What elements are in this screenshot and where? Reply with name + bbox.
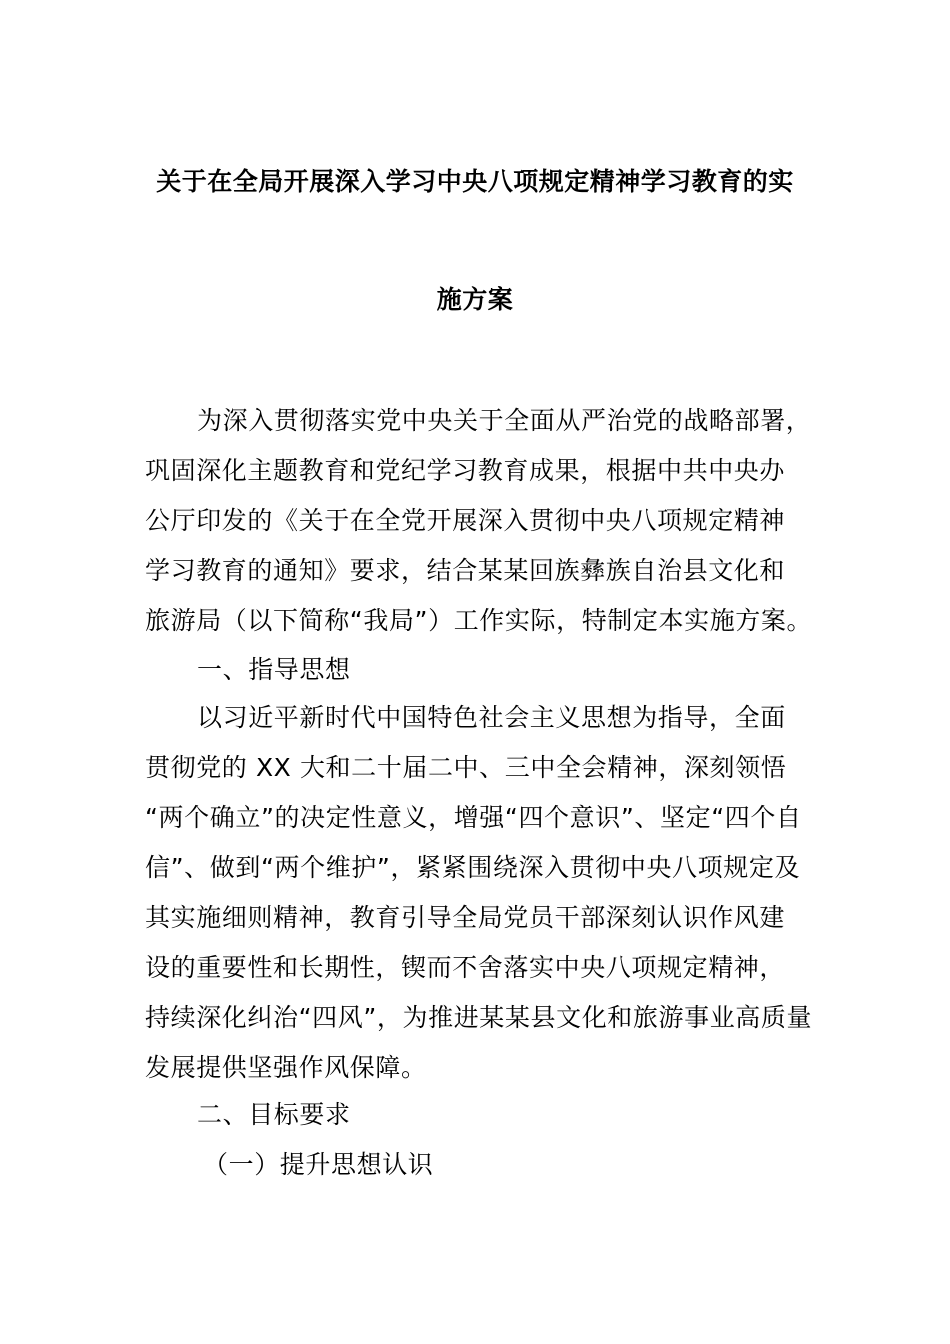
subsection-heading-improve-awareness: [145, 1140, 810, 1190]
paragraph-line: 旅游局（以下简称“我局”）工作实际，特制定本实施方案。: [145, 606, 813, 635]
paragraph-line: 其实施细则精神，教育引导全局党员干部深刻认识作风建: [145, 903, 786, 932]
paragraph-line: 巩固深化主题教育和党纪学习教育成果，根据中共中央办: [145, 456, 786, 485]
section-heading-text: 一、指导思想: [197, 655, 351, 684]
paragraph-line: 为深入贯彻落实党中央关于全面从严治党的战略部署，: [197, 406, 812, 435]
subsection-heading-text: （一）提升思想认识: [203, 1150, 434, 1179]
paragraph-line: 信”、做到“两个维护”，紧紧围绕深入贯彻中央八项规定及: [145, 853, 801, 882]
paragraph-line: 持续深化纠治“四风”，为推进某某县文化和旅游事业高质量: [145, 1003, 813, 1032]
paragraph-line: 学习教育的通知》要求，结合某某回族彝族自治县文化和: [145, 556, 786, 585]
paragraph-line: 以习近平新时代中国特色社会主义思想为指导，全面: [197, 703, 786, 732]
section-heading-objectives: [145, 1090, 810, 1140]
paragraph-line: 发展提供坚强作风保障。: [145, 1053, 427, 1082]
paragraph-line: 公厅印发的《关于在全党开展深入贯彻中央八项规定精神: [145, 506, 786, 535]
paragraph-line: 贯彻党的 XX 大和二十届二中、三中全会精神，深刻领悟: [145, 753, 787, 782]
document-title-line-2: 施方案: [436, 285, 514, 314]
section-heading-text: 二、目标要求: [197, 1100, 351, 1129]
document-title-line-1: 关于在全局开展深入学习中央八项规定精神学习教育的实: [156, 167, 794, 196]
paragraph-line: 设的重要性和长期性，锲而不舍落实中央八项规定精神，: [145, 953, 786, 982]
guiding-ideology-paragraph: [145, 693, 813, 1093]
intro-paragraph: [145, 396, 813, 646]
paragraph-line: “两个确立”的决定性意义，增强“四个意识”、坚定“四个自: [145, 803, 802, 832]
section-heading-guiding-ideology: [145, 645, 810, 695]
